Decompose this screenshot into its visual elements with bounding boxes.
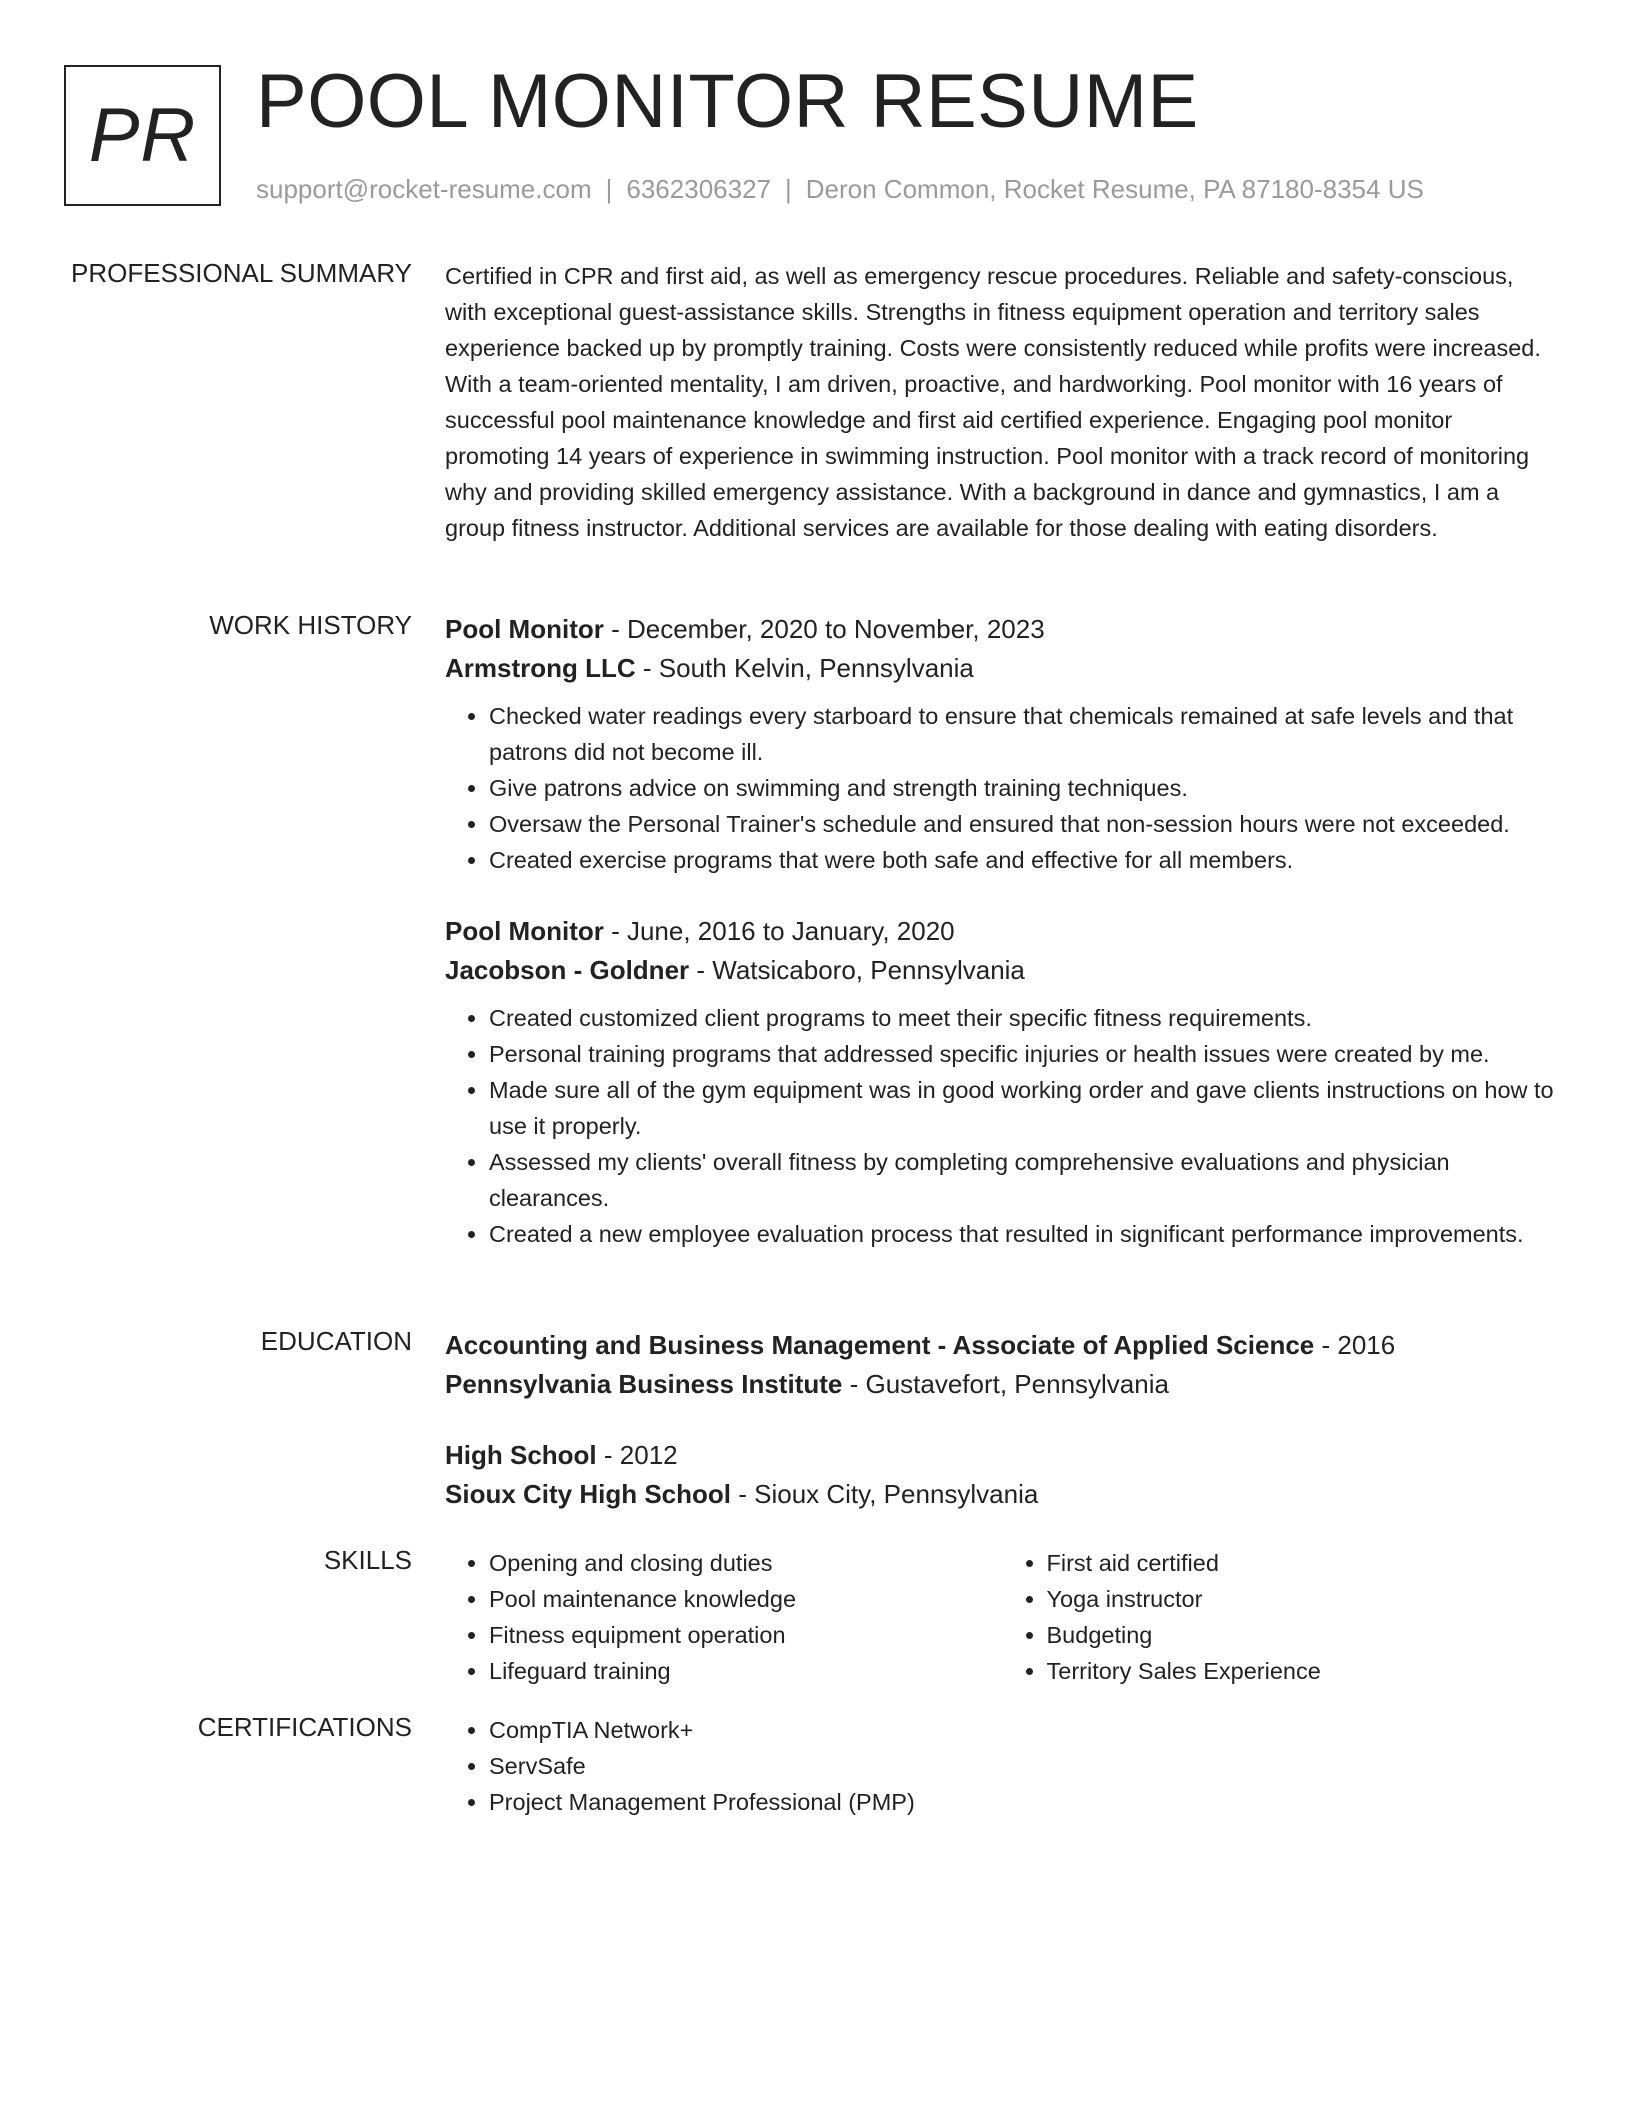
skills-columns — [445, 1545, 1560, 1689]
list-item: • Created a new employee evaluation process that resulted in significant performance improvements. — [489, 1216, 1560, 1252]
contact-phone[interactable]: 6362306327 — [626, 174, 771, 204]
list-item: • Created customized client programs to meet their specific fitness requirements. — [489, 1000, 1560, 1036]
list-item: • Yoga instructor — [1047, 1581, 1561, 1617]
section-label-education: EDUCATION — [260, 1326, 412, 1356]
section-label-work-history: WORK HISTORY — [209, 610, 412, 640]
list-item: • Give patrons advice on swimming and strength training techniques. — [489, 770, 1560, 806]
skills-list-left — [445, 1545, 1003, 1689]
list-item: • Assessed my clients' overall fitness by completing comprehensive evaluations and physician clearances. — [489, 1144, 1560, 1216]
school: Sioux City High School — [445, 1479, 732, 1509]
monogram-box — [64, 65, 221, 206]
job-dates: - June, 2016 to January, 2020 — [603, 916, 955, 946]
summary-text: Certified in CPR and first aid, as well as emergency rescue procedures. Reliable and safety-conscious, with exceptional guest-assistance skills. Strengths in fitness equipment operation and territory sales experience backed up by promptly training. Costs were consistently reduced while profits were increased. With a team-oriented mentality, I am driven, proactive, and hardworking. Pool monitor with 16 years of successful pool maintenance knowledge and first aid certified experience. Engaging pool monitor promoting 14 years of experience in swimming instruction. Pool monitor with a track record of monitoring why and providing skilled emergency assistance. With a background in dance and gymnastics, I am a group fitness instructor. Additional services are available for those dealing with eating disorders. — [445, 263, 1541, 541]
list-item: • Fitness equipment operation — [489, 1617, 1003, 1653]
section-label-skills: SKILLS — [323, 1545, 412, 1575]
list-item: • ServSafe — [489, 1748, 1560, 1784]
resume-title: POOL MONITOR RESUME — [256, 59, 1199, 144]
job-bullets — [445, 698, 1560, 878]
job-title-line — [445, 610, 1560, 649]
job-entry — [445, 610, 1560, 878]
school: Pennsylvania Business Institute — [445, 1369, 843, 1399]
job-title: Pool Monitor — [445, 916, 604, 946]
job-location: - Watsicaboro, Pennsylvania — [689, 955, 1025, 985]
job-title-line — [445, 912, 1560, 951]
list-item: • First aid certified — [1047, 1545, 1561, 1581]
job-company-line — [445, 649, 1560, 688]
degree-year: - 2012 — [596, 1440, 678, 1470]
skills-list-right — [1003, 1545, 1561, 1689]
degree-line — [445, 1436, 1560, 1475]
education-entry — [445, 1436, 1560, 1514]
job-bullets — [445, 1000, 1560, 1252]
contact-email[interactable]: support@rocket-resume.com — [256, 174, 592, 204]
job-title: Pool Monitor — [445, 614, 604, 644]
degree: High School — [445, 1440, 597, 1470]
list-item: • Lifeguard training — [489, 1653, 1003, 1689]
list-item: • Made sure all of the gym equipment was in good working order and gave clients instructions on how to use it properly. — [489, 1072, 1560, 1144]
job-company: Jacobson - Goldner — [445, 955, 690, 985]
school-line — [445, 1365, 1560, 1404]
education-entry — [445, 1326, 1560, 1404]
school-line — [445, 1475, 1560, 1514]
contact-separator: | — [785, 174, 792, 204]
list-item: • Territory Sales Experience — [1047, 1653, 1561, 1689]
list-item: • CompTIA Network+ — [489, 1712, 1560, 1748]
school-location: - Gustavefort, Pennsylvania — [842, 1369, 1169, 1399]
list-item: • Pool maintenance knowledge — [489, 1581, 1003, 1617]
section-label-summary: PROFESSIONAL SUMMARY — [71, 258, 412, 288]
list-item: • Budgeting — [1047, 1617, 1561, 1653]
job-entry — [445, 912, 1560, 1252]
degree: Accounting and Business Management - Associate of Applied Science — [445, 1330, 1315, 1360]
certifications-list — [445, 1712, 1560, 1820]
list-item: • Oversaw the Personal Trainer's schedule and ensured that non-session hours were not exceeded. — [489, 806, 1560, 842]
list-item: • Personal training programs that addressed specific injuries or health issues were created by me. — [489, 1036, 1560, 1072]
degree-year: - 2016 — [1314, 1330, 1396, 1360]
job-location: - South Kelvin, Pennsylvania — [635, 653, 974, 683]
list-item: • Checked water readings every starboard to ensure that chemicals remained at safe levels and that patrons did not become ill. — [489, 698, 1560, 770]
section-label-certifications: CERTIFICATIONS — [197, 1712, 412, 1742]
job-dates: - December, 2020 to November, 2023 — [603, 614, 1045, 644]
contact-line — [256, 174, 1424, 205]
degree-line — [445, 1326, 1560, 1365]
list-item: • Project Management Professional (PMP) — [489, 1784, 1560, 1820]
job-company: Armstrong LLC — [445, 653, 636, 683]
school-location: - Sioux City, Pennsylvania — [731, 1479, 1039, 1509]
list-item: • Created exercise programs that were both safe and effective for all members. — [489, 842, 1560, 878]
contact-address: Deron Common, Rocket Resume, PA 87180-8354 US — [805, 174, 1424, 204]
monogram-initials: PR — [88, 93, 197, 178]
list-item: • Opening and closing duties — [489, 1545, 1003, 1581]
contact-separator: | — [605, 174, 613, 204]
job-company-line — [445, 951, 1560, 990]
